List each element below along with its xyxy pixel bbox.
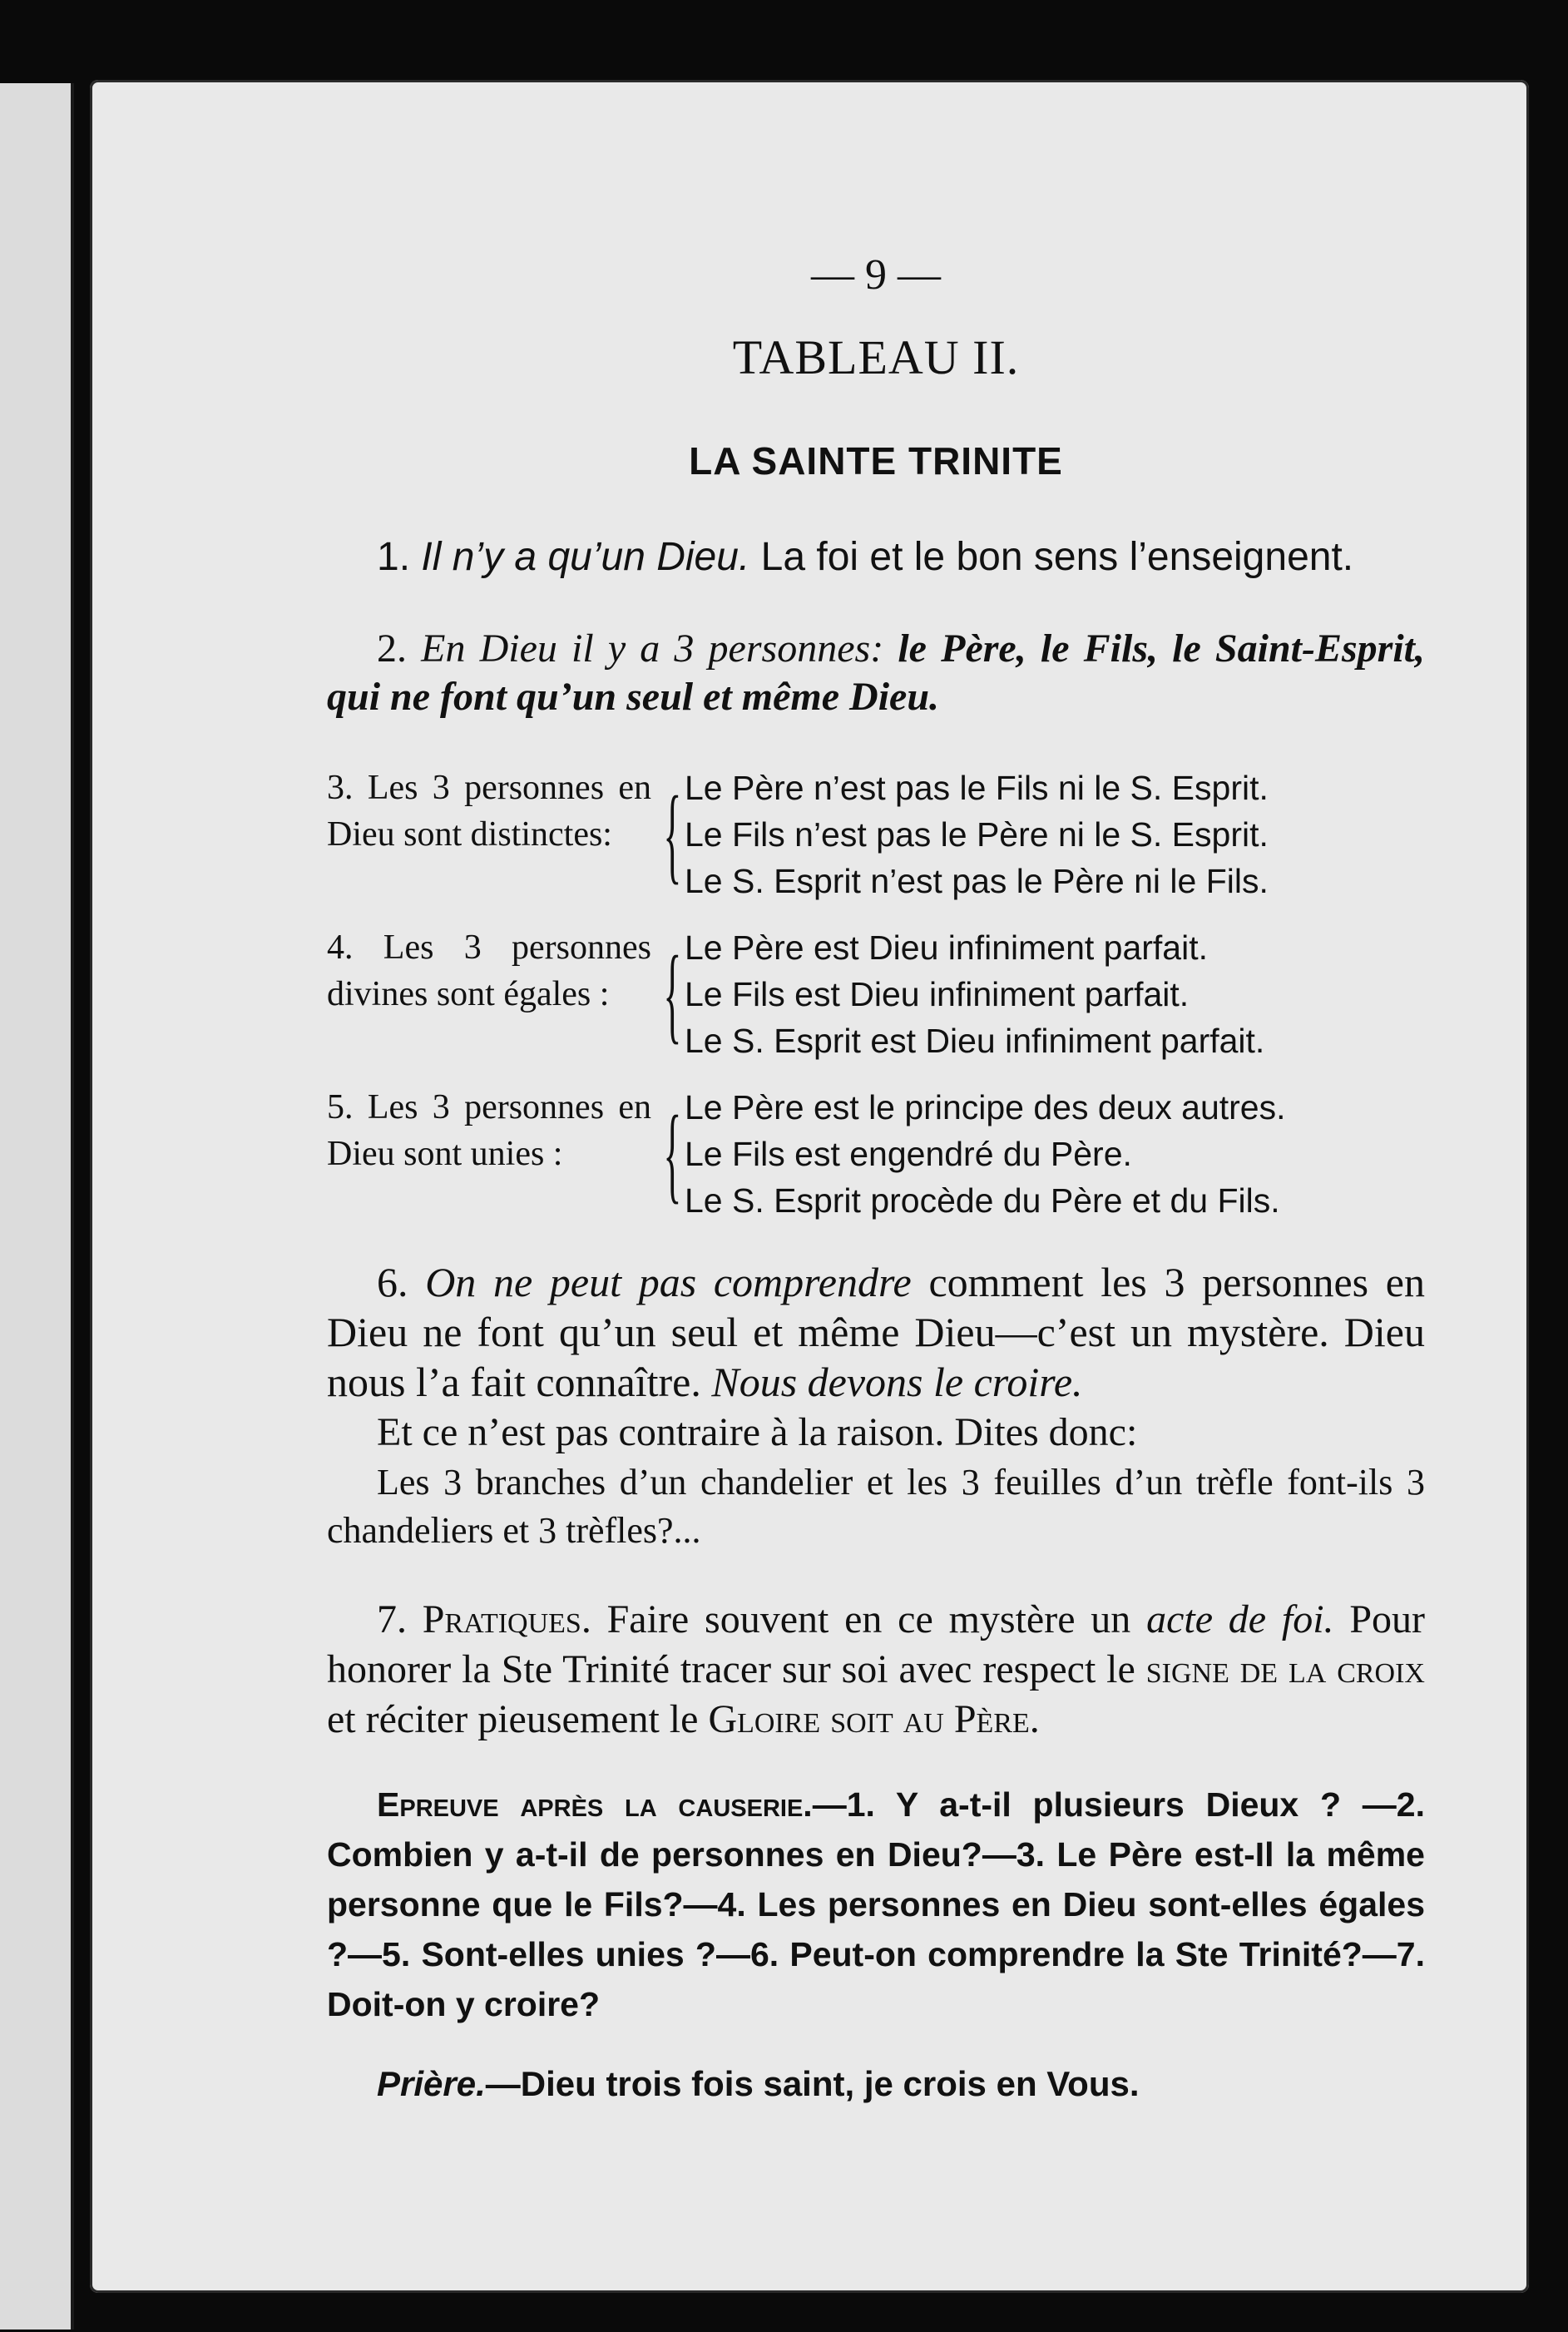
block-5-label: 5. Les 3 personnes en Dieu sont unies : <box>327 1088 651 1173</box>
block-4-label: 4. Les 3 personnes divines sont égales : <box>327 928 651 1013</box>
item-7 <box>327 1595 1425 1745</box>
page-number: — 9 — <box>811 251 941 299</box>
curly-brace-icon: { <box>663 934 682 1054</box>
table-heading: TABLEAU II. <box>732 330 1020 384</box>
bracket-block-5 <box>327 1084 1425 1224</box>
block-3-lines <box>685 765 1425 904</box>
item-6-italic: On ne peut pas comprendre <box>425 1259 912 1305</box>
item-6-line2: Et ce n’est pas contraire à la raison. Dites donc: <box>377 1410 1138 1454</box>
item-6-example: Les 3 branches d’un chandelier et les 3 feuilles d’un trèfle font-ils 3 chandeliers et 3 trèfles?... <box>327 1462 1425 1551</box>
item-7-italic: acte de foi. <box>1146 1597 1334 1641</box>
block-4-line: Le Fils est Dieu infiniment parfait. <box>685 975 1190 1013</box>
curly-brace-icon: { <box>663 1094 682 1214</box>
block-3-line: Le Père n’est pas le Fils ni le S. Esprit. <box>685 769 1269 807</box>
bracket-block-3 <box>327 765 1425 904</box>
block-3-line: Le Fils n’est pas le Père ni le S. Esprit. <box>685 815 1269 854</box>
curly-brace-icon: { <box>663 775 682 894</box>
item-7-text1: Faire souvent en ce mystère un <box>606 1597 1131 1641</box>
section-title: LA SAINTE TRINITE <box>689 439 1063 483</box>
item-6-italic-end: Nous devons le croire. <box>711 1359 1083 1405</box>
item-7-label: Pratiques. <box>422 1597 591 1641</box>
book-page <box>90 80 1529 2293</box>
prayer-text: —Dieu trois fois saint, je crois en Vous. <box>485 2064 1140 2103</box>
block-3-line: Le S. Esprit n’est pas le Père ni le Fils. <box>685 862 1269 900</box>
item-7-text2: Pour honorer la Ste Trinité tracer sur soi avec respect le <box>327 1597 1426 1691</box>
item-2-bold-italic: le Père, le Fils, le Saint-Esprit, qui ne font qu’un seul et même Dieu. <box>327 626 1426 719</box>
block-3-label: 3. Les 3 personnes en Dieu sont distinctes: <box>327 769 651 854</box>
item-1 <box>327 533 1425 582</box>
block-5-lines <box>685 1084 1425 1224</box>
item-1-number: 1. <box>377 535 411 579</box>
block-4-line: Le Père est Dieu infiniment parfait. <box>685 928 1208 967</box>
quiz-label: Epreuve après la causerie. <box>377 1785 813 1824</box>
block-5-line: Le Père est le principe des deux autres. <box>685 1088 1286 1126</box>
prayer-paragraph <box>327 2059 1425 2109</box>
item-7-gloria: Gloire soit au Père. <box>708 1697 1040 1741</box>
item-7-text3: et réciter pieusement le <box>327 1697 699 1741</box>
page-content <box>327 250 1425 2109</box>
item-1-text: La foi et le bon sens l’enseignent. <box>760 535 1354 579</box>
item-6-text: comment les 3 personnes en Dieu ne font qu’un seul et même Dieu—c’est un mystère. Dieu nous l’a fait connaître. <box>327 1259 1426 1405</box>
block-5-line: Le Fils est engendré du Père. <box>685 1135 1132 1173</box>
block-4-line: Le S. Esprit est Dieu infiniment parfait. <box>685 1022 1265 1060</box>
item-7-number: 7. <box>377 1597 407 1641</box>
item-1-italic: Il n’y a qu’un Dieu. <box>421 535 750 579</box>
quiz-paragraph <box>327 1780 1425 2029</box>
item-2-number: 2. <box>377 626 407 671</box>
quiz-text: —1. Y a-t-il plusieurs Dieux ? —2. Combien y a-t-il de personnes en Dieu?—3. Le Père est-Il la même personne que le Fils?—4. Les personnes en Dieu sont-elles égales ?—5. Sont-elles unies ?—6. Peut-on comprendre la Ste Trinité?—7. Doit-on y croire? <box>327 1785 1425 2023</box>
prayer-label: Prière. <box>377 2064 486 2103</box>
item-2 <box>327 625 1425 721</box>
item-7-sign-of-cross: signe de la croix <box>1145 1647 1425 1691</box>
bracket-block-4 <box>327 924 1425 1064</box>
item-6 <box>327 1257 1425 1407</box>
block-5-line: Le S. Esprit procède du Père et du Fils. <box>685 1181 1280 1220</box>
item-6-number: 6. <box>377 1259 408 1305</box>
block-4-lines <box>685 924 1425 1064</box>
previous-page-edge <box>0 83 74 2330</box>
item-2-italic: En Dieu il y a 3 personnes: <box>421 626 884 671</box>
